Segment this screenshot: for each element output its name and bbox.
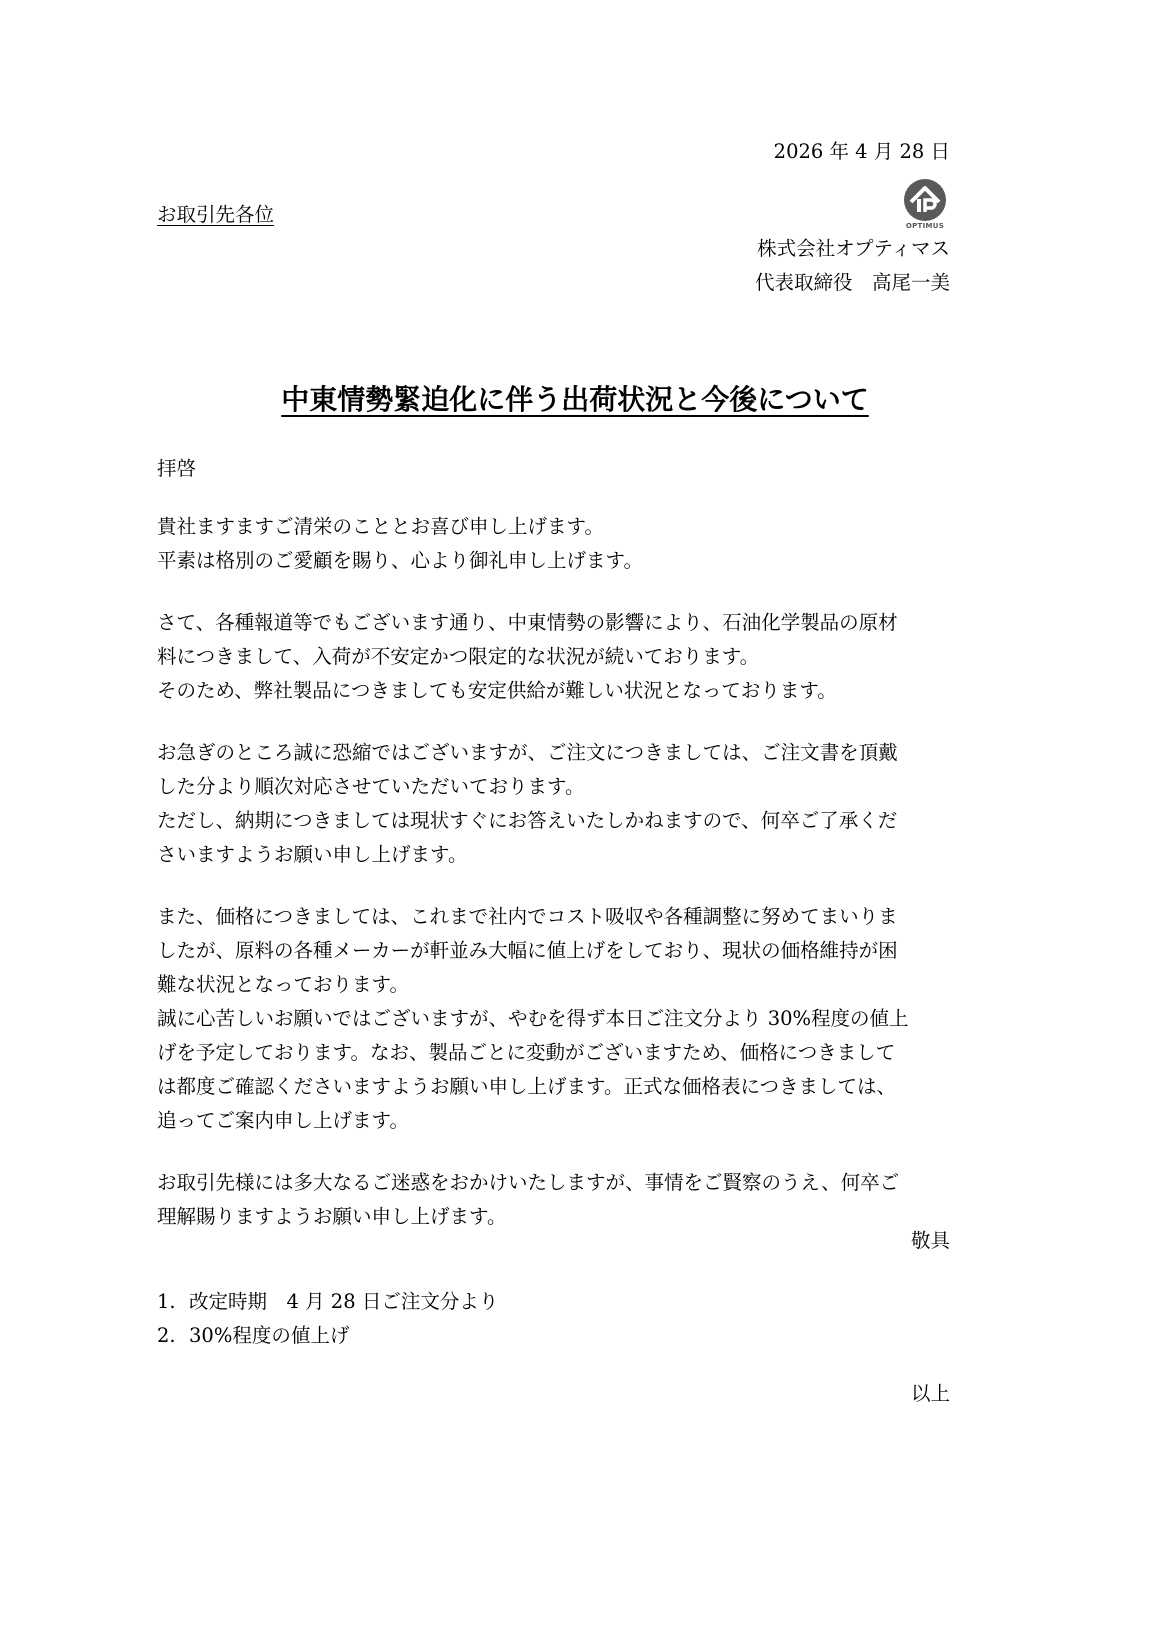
paragraph — [157, 1166, 909, 1234]
recipient: お取引先各位 — [157, 203, 275, 226]
paragraph-line: げを予定しております。なお、製品ごとに変動がございますため、価格につきまして — [157, 1041, 896, 1064]
document-title — [0, 378, 1150, 418]
company-logo — [900, 178, 950, 230]
paragraph — [157, 900, 909, 1138]
paragraph-line: は都度ご確認くださいますようお願い申し上げます。正式な価格表につきましては、 — [157, 1075, 897, 1098]
paragraph-line: さて、各種報道等でもございます通り、中東情勢の影響により、石油化学製品の原材 — [157, 611, 898, 634]
paragraph-line: 難な状況となっております。 — [157, 973, 409, 996]
paragraph-line: した分より順次対応させていただいております。 — [157, 775, 585, 798]
list-number: 2. — [157, 1324, 176, 1347]
paragraph — [157, 606, 909, 708]
paragraph-line: お急ぎのところ誠に恐縮ではございますが、ご注文につきましては、ご注文書を頂戴 — [157, 741, 898, 764]
summary-list — [157, 1285, 498, 1353]
paragraph-line: 平素は格別のご愛顧を賜り、心より御礼申し上げます。 — [157, 549, 643, 572]
paragraph-line: そのため、弊社製品につきましても安定供給が難しい状況となっております。 — [157, 679, 837, 702]
paragraph-line: したが、原料の各種メーカーが軒並み大幅に値上げをしており、現状の価格維持が困 — [157, 939, 898, 962]
closing: 敬具 — [910, 1229, 950, 1252]
paragraph-line: さいますようお願い申し上げます。 — [157, 843, 468, 866]
logo-text: OPTIMUS — [905, 222, 945, 230]
body — [157, 493, 909, 1234]
document-date: 2026 年 4 月 28 日 — [773, 140, 950, 163]
list-text: 改定時期 4 月 28 日ご注文分より — [189, 1290, 499, 1313]
list-number: 1. — [157, 1290, 176, 1313]
paragraph-line: 貴社ますますご清栄のこととお喜び申し上げます。 — [157, 515, 604, 538]
opening-greeting: 拝啓 — [157, 457, 197, 480]
paragraph-line: 追ってご案内申し上げます。 — [157, 1109, 409, 1132]
end-mark: 以上 — [910, 1382, 950, 1405]
paragraph — [157, 510, 909, 578]
paragraph-line: 理解賜りますようお願い申し上げます。 — [157, 1205, 507, 1228]
list-item — [157, 1319, 498, 1353]
paragraph — [157, 736, 909, 872]
paragraph-line: 誠に心苦しいお願いではございますが、やむを得ず本日ご注文分より 30%程度の値上 — [157, 1007, 909, 1030]
house-logo-icon — [903, 178, 947, 222]
list-text: 30%程度の値上げ — [189, 1324, 350, 1347]
paragraph-line: 料につきまして、入荷が不安定かつ限定的な状況が続いております。 — [157, 645, 760, 668]
paragraph-line: お取引先様には多大なるご迷惑をおかけいたしますが、事情をご賢察のうえ、何卒ご — [157, 1171, 900, 1194]
paragraph-line: また、価格につきましては、これまで社内でコスト吸収や各種調整に努めてまいりま — [157, 905, 898, 928]
title-text: 中東情勢緊迫化に伴う出荷状況と今後について — [281, 383, 869, 416]
company-name: 株式会社オプティマス — [757, 237, 950, 260]
list-item — [157, 1285, 498, 1319]
representative: 代表取締役 高尾一美 — [754, 271, 950, 294]
paragraph-line: ただし、納期につきましては現状すぐにお答えいたしかねますので、何卒ご了承くだ — [157, 809, 898, 832]
